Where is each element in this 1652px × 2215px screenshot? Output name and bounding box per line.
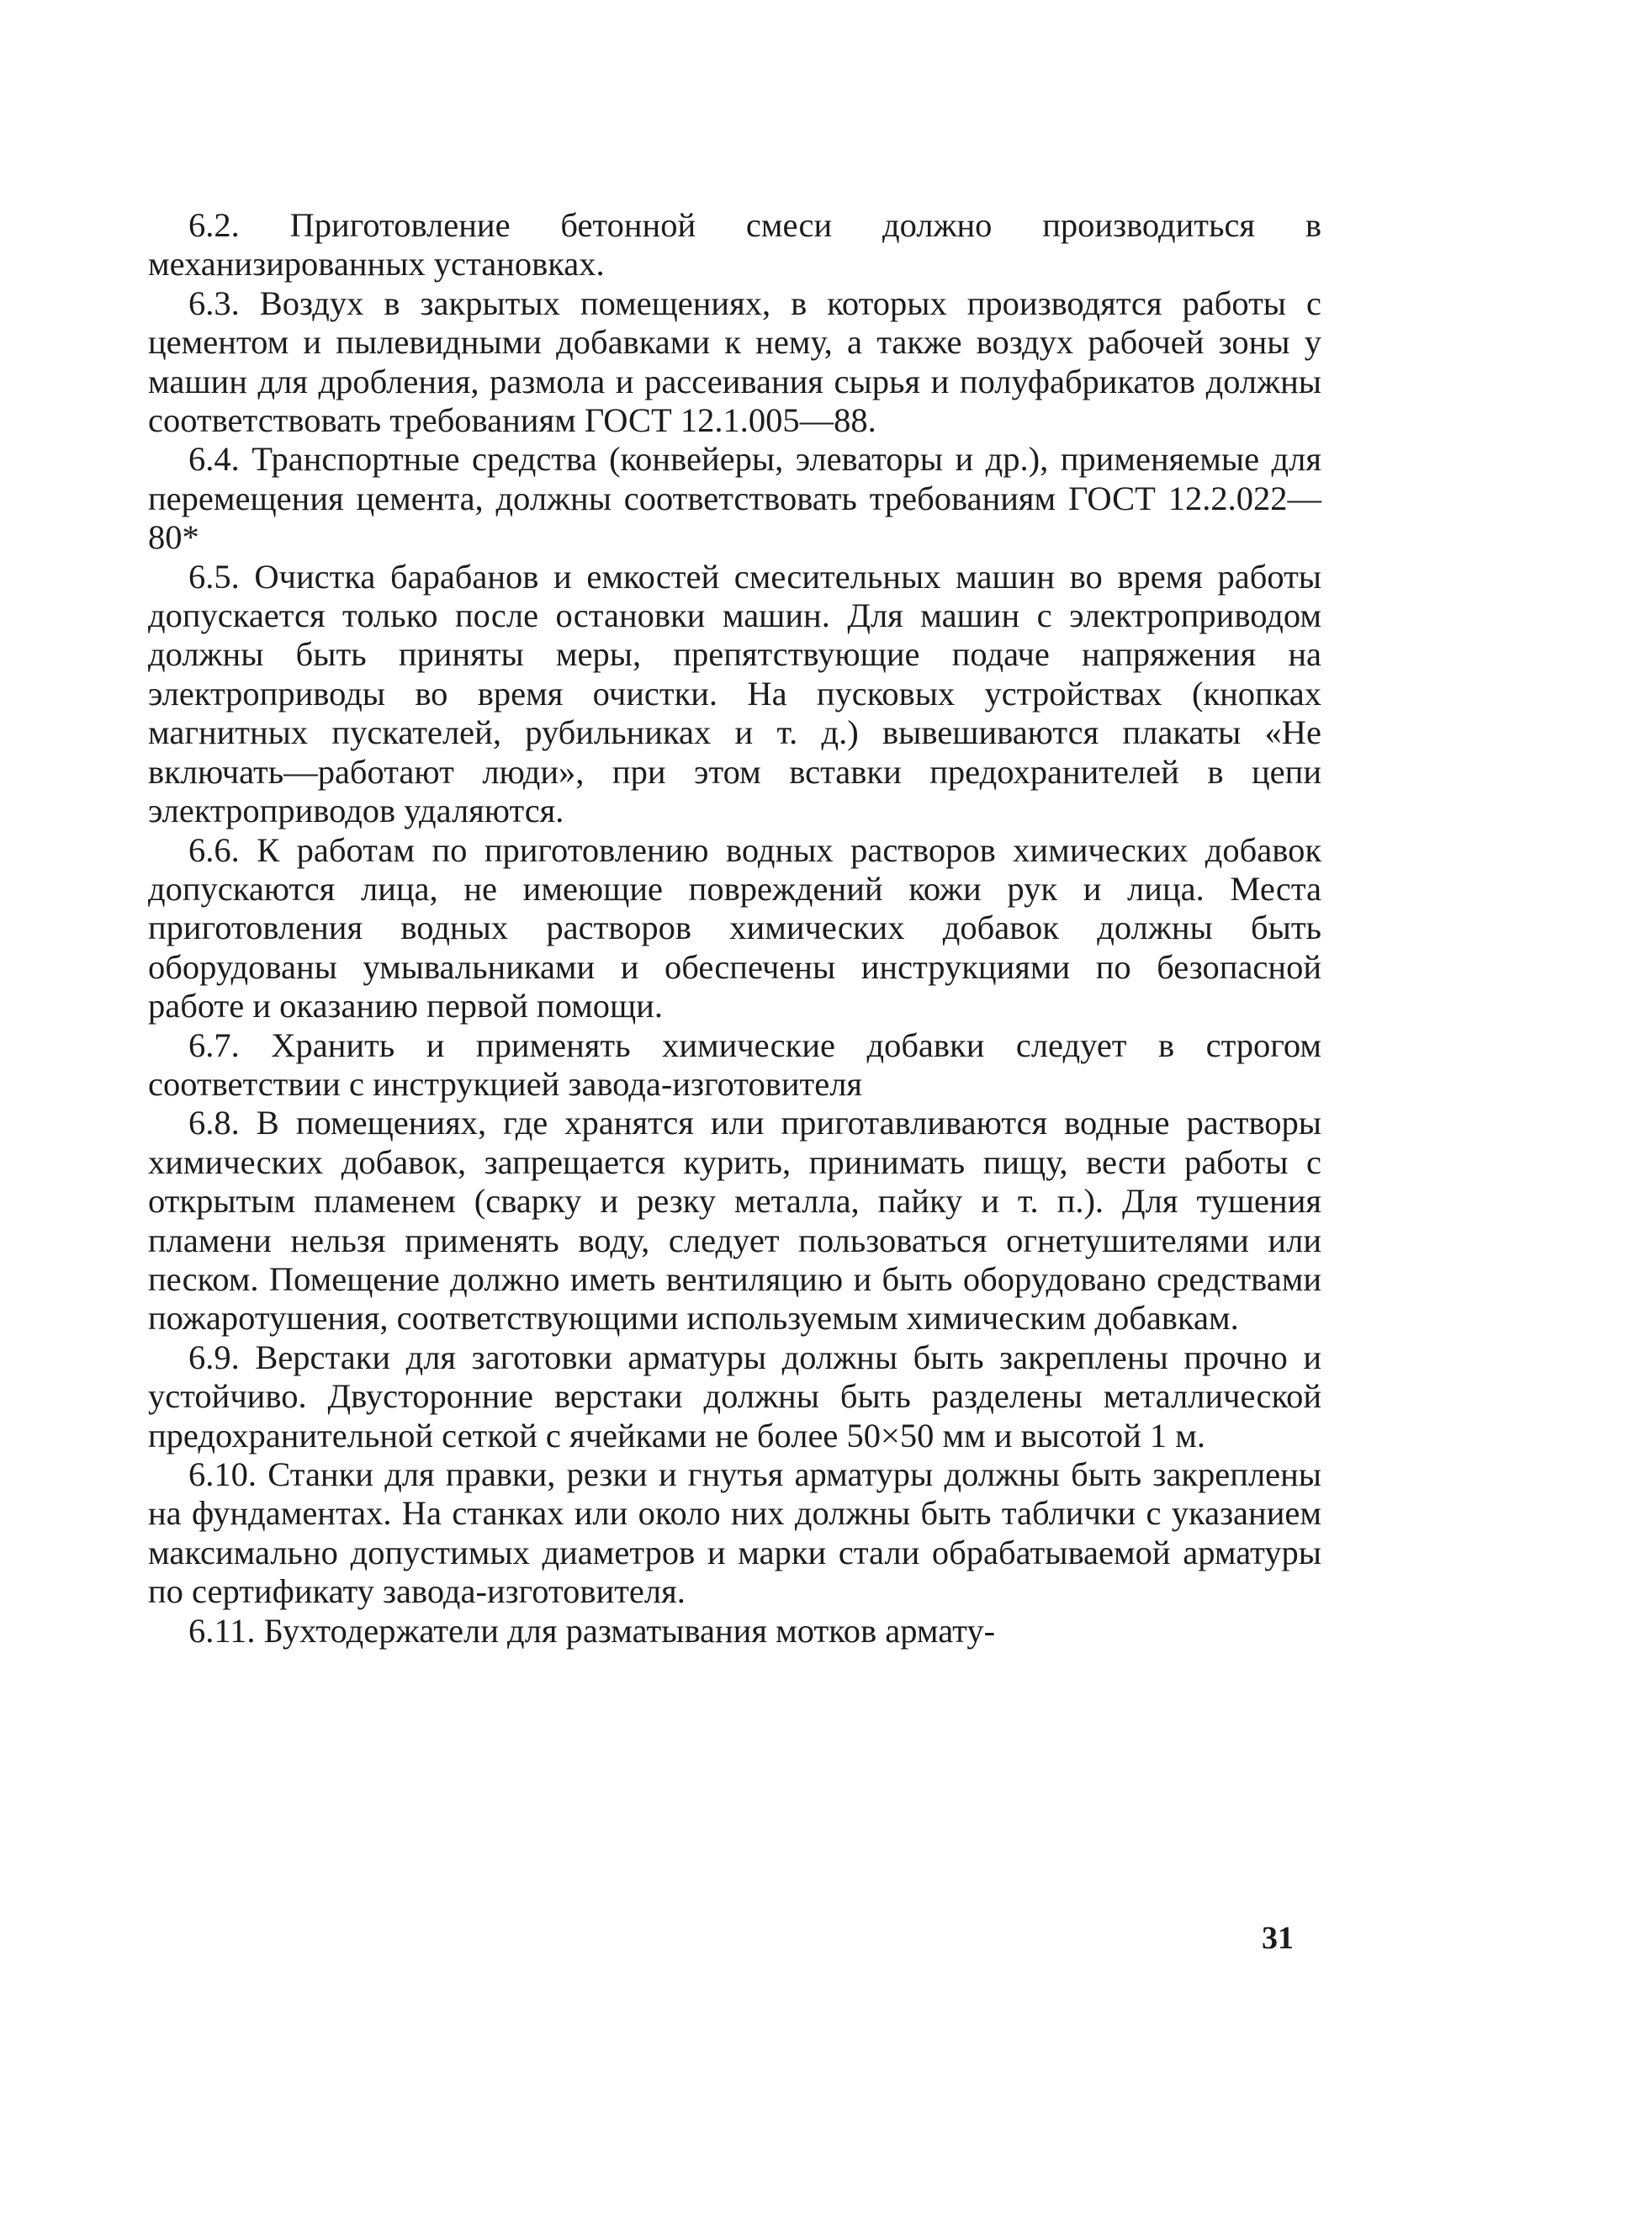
paragraph-number: 6.8. — [188, 1104, 240, 1142]
paragraph-text: Транспортные средства (конвейеры, элеваторы и др.), применяемые для перемещения цемента, должны соответствовать требованиям ГОСТ 12.2.022—80* — [148, 440, 1321, 557]
paragraph-text: Бухтодержатели для разматывания мотков армату- — [263, 1611, 996, 1650]
paragraph-number: 6.6. — [188, 830, 240, 869]
paragraph-text: Очистка барабанов и емкостей смесительных машин во время работы допускается только после остановки машин. Для машин с электроприводом должны быть приняты меры, препятствующие подаче напряжения на электроприводы во время очистки. На пусковых устройствах (кнопках магнитных пускателей, рубильниках и т. д.) вывешиваются плакаты «Не включать—работают люди», при этом вставки предохранителей в цепи электроприводов удаляются. — [148, 557, 1322, 830]
paragraph-number: 6.4. — [188, 440, 240, 479]
paragraph-number: 6.5. — [188, 557, 240, 596]
paragraph-number: 6.3. — [188, 283, 240, 322]
paragraph-6-4 — [148, 440, 1321, 557]
paragraph-number: 6.9. — [188, 1338, 240, 1376]
paragraph-6-10 — [148, 1455, 1321, 1612]
paragraph-text: Станки для правки, резки и гнутья арматуры должны быть закреплены на фундаментах. На станках или около них должны быть таблички с указанием максимально допустимых диаметров и марки стали обрабатываемой арматуры по сертификату завода-изготовителя. — [148, 1455, 1322, 1611]
paragraph-number: 6.10. — [188, 1455, 257, 1493]
paragraph-6-9 — [148, 1338, 1321, 1455]
paragraph-number: 6.2. — [188, 206, 240, 244]
paragraph-6-5 — [148, 558, 1321, 831]
body-text — [148, 206, 1321, 1651]
paragraph-text: К работам по приготовлению водных растворов химических добавок допускаются лица, не имеющие повреждений кожи рук и лица. Места приготовления водных растворов химических добавок должны быть оборудованы умывальниками и обеспечены инструкциями по безопасной работе и оказанию первой помощи. — [148, 830, 1321, 1025]
paragraph-text: Приготовление бетонной смеси должно производиться в механизированных установках. — [148, 206, 1321, 283]
paragraph-6-3 — [148, 284, 1321, 441]
paragraph-text: Хранить и применять химические добавки следует в строгом соответствии с инструкцией завода-изготовителя — [148, 1025, 1321, 1103]
paragraph-6-2 — [148, 206, 1321, 284]
paragraph-text: Верстаки для заготовки арматуры должны быть закреплены прочно и устойчиво. Двусторонние верстаки должны быть разделены металлической предохранительной сеткой с ячейками не более 50×50 мм и высотой 1 м. — [148, 1338, 1321, 1455]
paragraph-6-7 — [148, 1026, 1321, 1105]
paragraph-text: В помещениях, где хранятся или приготавливаются водные растворы химических добавок, запрещается курить, принимать пищу, вести работы с открытым пламенем (сварку и резку металла, пайку и т. п.). Для тушения пламени нельзя применять воду, следует пользоваться огнетушителями или песком. Помещение должно иметь вентиляцию и быть оборудовано средствами пожаротушения, соответствующими используемым химическим добавкам. — [148, 1104, 1322, 1338]
paragraph-number: 6.11. — [188, 1611, 256, 1650]
paragraph-number: 6.7. — [188, 1025, 240, 1064]
paragraph-6-6 — [148, 831, 1321, 1026]
paragraph-6-8 — [148, 1104, 1321, 1338]
paragraph-6-11 — [148, 1612, 1321, 1651]
paragraph-text: Воздух в закрытых помещениях, в которых производятся работы с цементом и пылевидными добавками к нему, а также воздух рабочей зоны у машин для дробления, размола и рассеивания сырья и полуфабрикатов должны соответствовать требованиям ГОСТ 12.1.005—88. — [148, 283, 1321, 440]
page-number: 31 — [1262, 1921, 1294, 1956]
